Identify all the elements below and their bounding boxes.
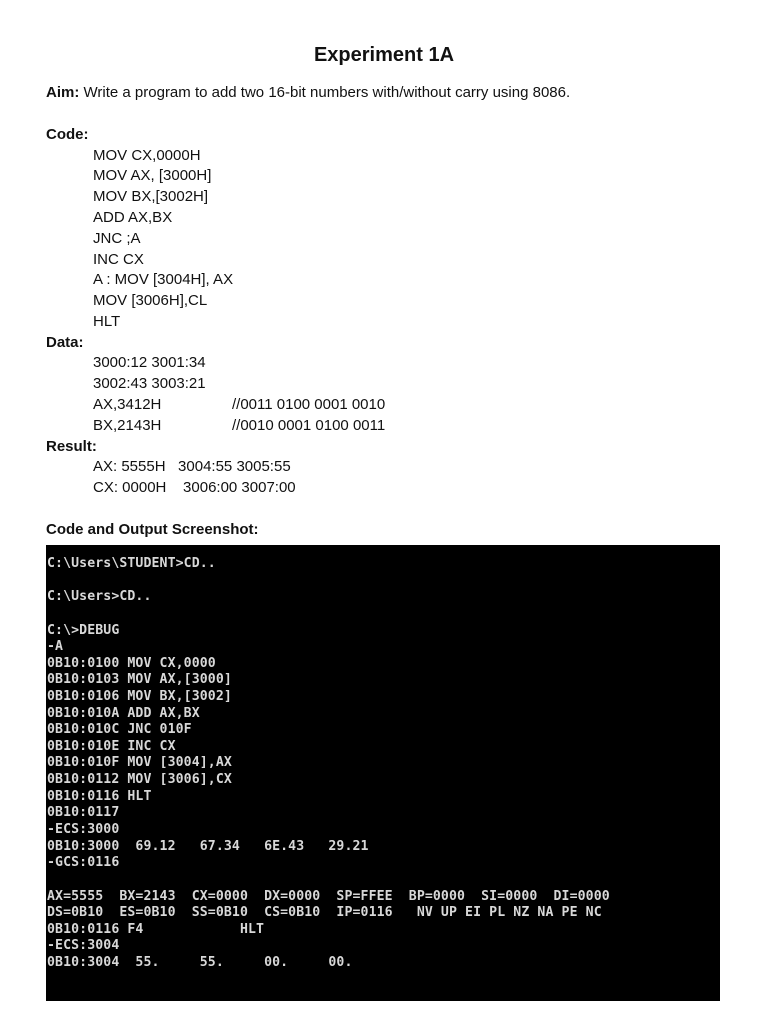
result-line: AX: 5555H 3004:55 3005:55 — [93, 458, 291, 475]
aim-line — [46, 83, 570, 103]
code-line: MOV [3006H],CL — [93, 292, 208, 309]
console-line: 0B10:010F MOV [3004],AX — [47, 755, 232, 770]
data-line: AX,3412H — [93, 396, 162, 413]
code-line: INC CX — [93, 251, 144, 268]
console-line: -ECS:3004 — [47, 938, 120, 953]
console-line: 0B10:010E INC CX — [47, 739, 176, 754]
data-comment: //0010 0001 0100 0011 — [232, 417, 386, 434]
console-line: 0B10:0106 MOV BX,[3002] — [47, 689, 232, 704]
console-line: 0B10:3004 55. 55. 00. 00. — [47, 955, 353, 970]
code-line: A : MOV [3004H], AX — [93, 271, 234, 288]
data-line: BX,2143H — [93, 417, 162, 434]
console-line: 0B10:0116 F4 HLT — [47, 922, 265, 937]
console-screenshot — [46, 545, 720, 1001]
data-label: Data: — [46, 334, 84, 351]
code-line: MOV CX,0000H — [93, 147, 201, 164]
console-line: C:\>DEBUG — [47, 623, 120, 638]
code-label: Code: — [46, 126, 89, 143]
data-line: 3002:43 3003:21 — [93, 375, 206, 392]
console-line: -A — [47, 639, 64, 654]
code-line: MOV AX, [3000H] — [93, 167, 212, 184]
console-line: 0B10:010A ADD AX,BX — [47, 706, 200, 721]
code-line: MOV BX,[3002H] — [93, 188, 209, 205]
code-line: JNC ;A — [93, 230, 141, 247]
aim-label: Aim: — [46, 84, 80, 101]
aim-text: Write a program to add two 16-bit numbers with/without carry using 8086. — [83, 84, 571, 101]
data-line: 3000:12 3001:34 — [93, 354, 206, 371]
console-line: 0B10:0112 MOV [3006],CX — [47, 772, 232, 787]
screenshot-heading: Code and Output Screenshot: — [46, 521, 259, 538]
console-line: DS=0B10 ES=0B10 SS=0B10 CS=0B10 IP=0116 NV UP EI PL NZ NA PE NC — [47, 905, 602, 920]
console-line: AX=5555 BX=2143 CX=0000 DX=0000 SP=FFEE BP=0000 SI=0000 DI=0000 — [47, 889, 610, 904]
console-line: -ECS:3000 — [47, 822, 120, 837]
result-line: CX: 0000H 3006:00 3007:00 — [93, 479, 296, 496]
page-title: Experiment 1A — [313, 44, 455, 66]
console-line: -GCS:0116 — [47, 855, 120, 870]
console-line: C:\Users>CD.. — [47, 589, 152, 604]
code-line: ADD AX,BX — [93, 209, 173, 226]
console-line: 0B10:010C JNC 010F — [47, 722, 192, 737]
console-line: 0B10:0117 — [47, 805, 120, 820]
code-line: HLT — [93, 313, 121, 330]
result-label: Result: — [46, 438, 97, 455]
console-line: C:\Users\STUDENT>CD.. — [47, 556, 216, 571]
console-line: 0B10:3000 69.12 67.34 6E.43 29.21 — [47, 839, 369, 854]
console-line: 0B10:0100 MOV CX,0000 — [47, 656, 216, 671]
data-comment: //0011 0100 0001 0010 — [232, 396, 386, 413]
console-line: 0B10:0103 MOV AX,[3000] — [47, 672, 232, 687]
console-line: 0B10:0116 HLT — [47, 789, 152, 804]
